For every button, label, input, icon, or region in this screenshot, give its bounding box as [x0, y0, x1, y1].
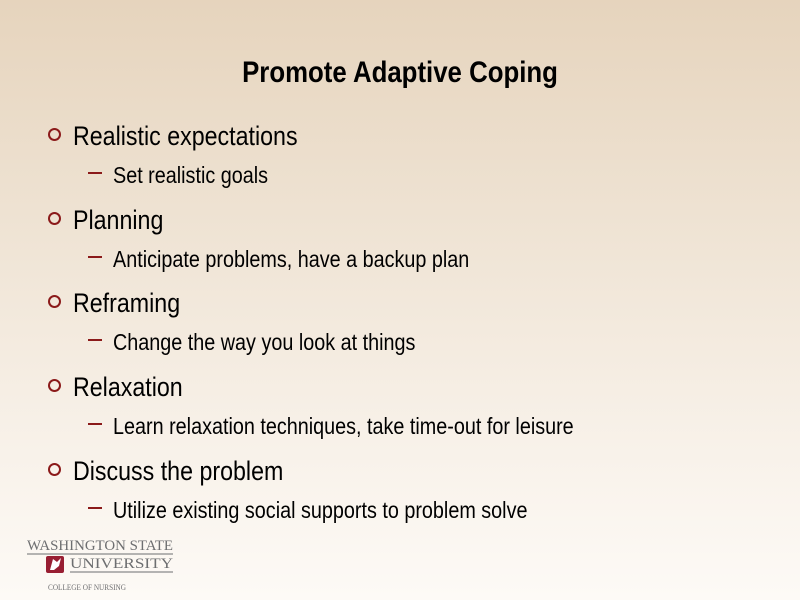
sub-bullet: [88, 245, 527, 273]
sub-bullet: [88, 496, 595, 524]
dash-bullet-icon: [88, 423, 102, 425]
bullet-item: [0, 119, 760, 203]
circle-bullet-icon: [48, 128, 61, 141]
sub-bullet: [88, 412, 649, 440]
logo-line-1: WASHINGTON STATE: [27, 538, 173, 554]
sub-bullet: [88, 328, 465, 356]
bullet-text: Relaxation: [73, 371, 183, 402]
bullet-text: Realistic expectations: [73, 120, 298, 151]
sub-bullet-text: Learn relaxation techniques, take time-out for leisure: [113, 412, 574, 439]
dash-bullet-icon: [88, 172, 102, 174]
bullet-item: [0, 203, 760, 287]
bullet-text: Reframing: [73, 287, 181, 318]
circle-bullet-icon: [48, 212, 61, 225]
sub-bullet: [88, 161, 293, 189]
bullet-text: Discuss the problem: [73, 455, 284, 486]
bullet: [48, 203, 178, 237]
logo-line-2: UNIVERSITY: [70, 556, 174, 572]
dash-bullet-icon: [88, 339, 102, 341]
sub-bullet-text: Utilize existing social supports to problem solve: [113, 496, 528, 523]
logo-line-3: COLLEGE OF NURSING: [48, 582, 126, 592]
dash-bullet-icon: [88, 507, 102, 509]
bullet: [48, 119, 334, 153]
circle-bullet-icon: [48, 295, 61, 308]
bullet: [48, 286, 198, 320]
sub-bullet-text: Change the way you look at things: [113, 328, 416, 355]
bullet-text: Planning: [73, 204, 164, 235]
cougar-head-icon: [46, 556, 64, 573]
bullet-item: [0, 370, 760, 454]
sub-bullet-text: Set realistic goals: [113, 161, 269, 188]
university-logo: [26, 535, 186, 595]
dash-bullet-icon: [88, 256, 102, 258]
sub-bullet-text: Anticipate problems, have a backup plan: [113, 245, 470, 272]
bullet: [48, 370, 201, 404]
circle-bullet-icon: [48, 463, 61, 476]
bullet-item: [0, 286, 760, 370]
bullet-item: [0, 454, 760, 538]
bullet: [48, 454, 318, 488]
slide-title: Promote Adaptive Coping: [242, 56, 558, 89]
circle-bullet-icon: [48, 379, 61, 392]
